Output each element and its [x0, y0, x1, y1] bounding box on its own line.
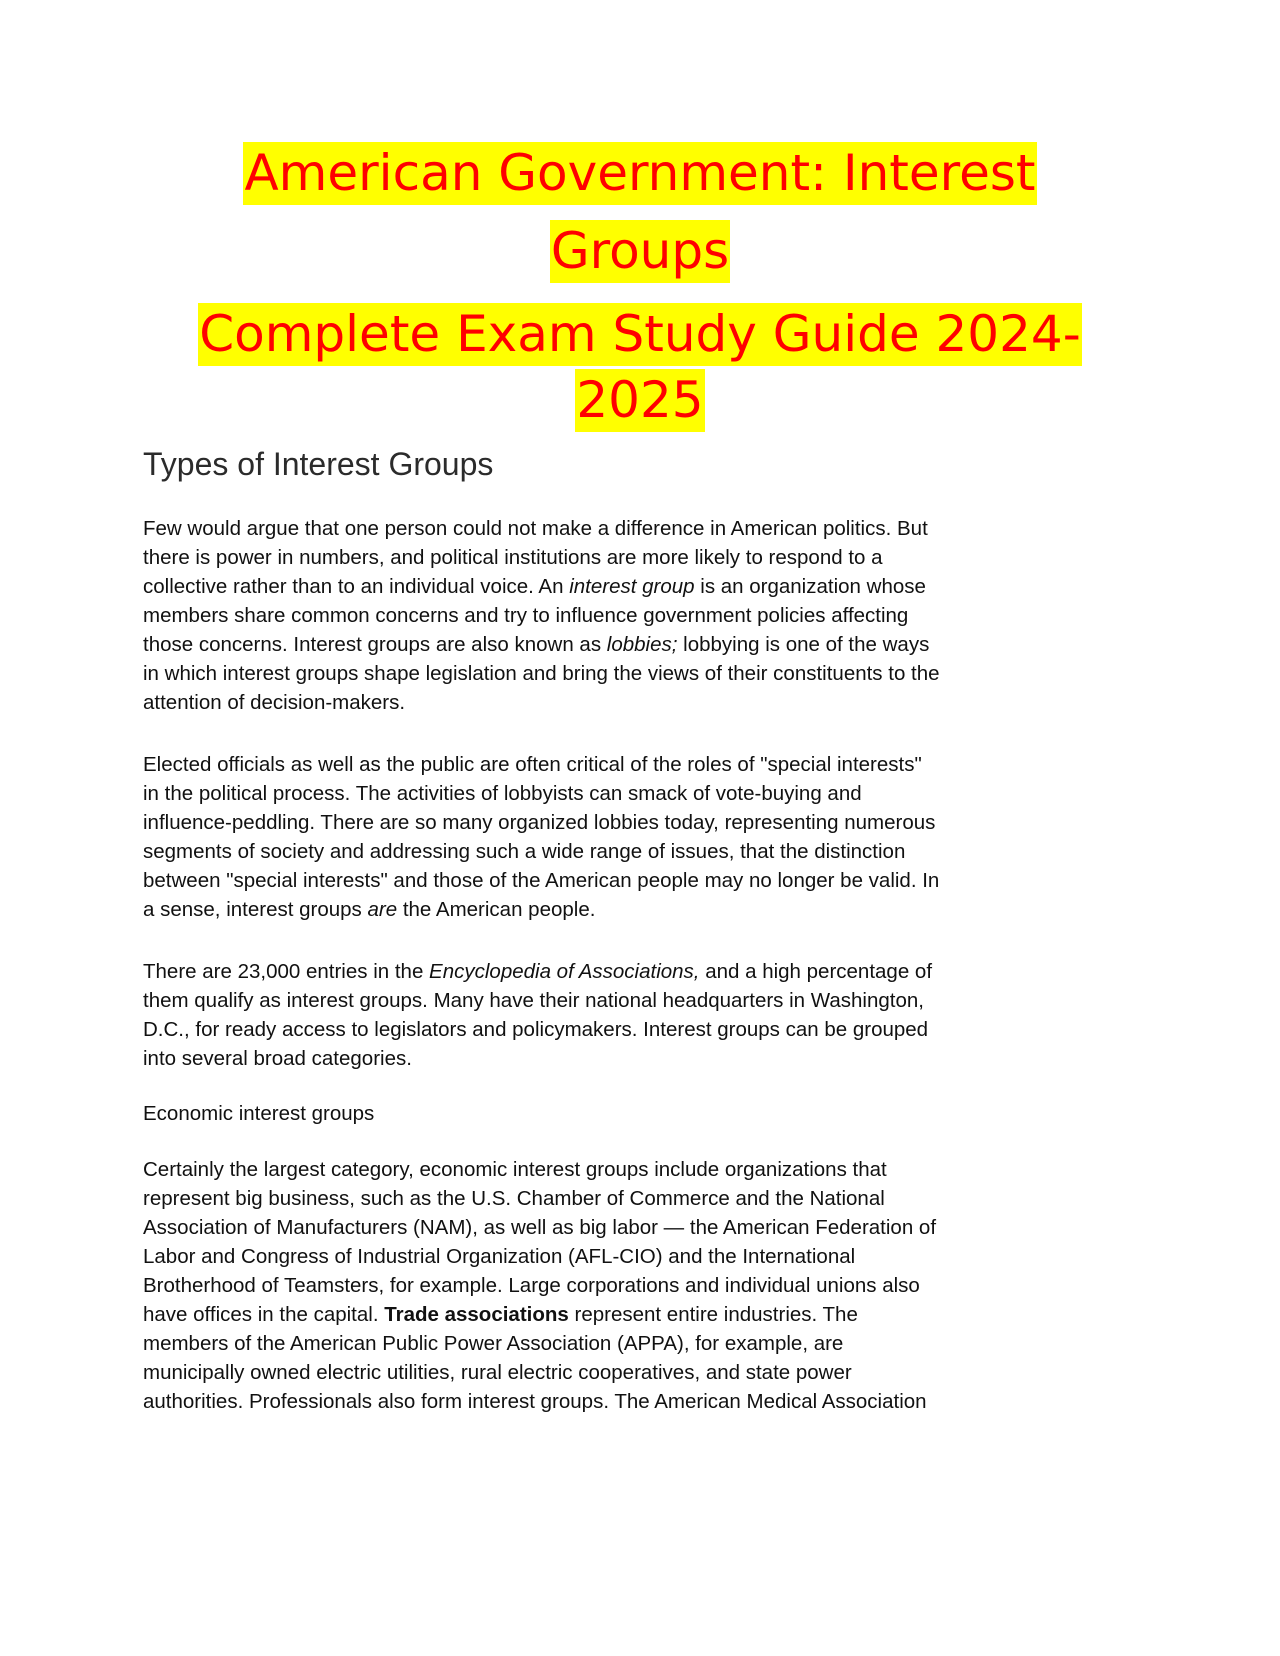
text-run: is an organization whose [694, 575, 926, 598]
text-line: Labor and Congress of Industrial Organization (AFL-CIO) and the International [143, 1245, 856, 1268]
text-run: lobbying is one of the ways [677, 633, 930, 656]
text-run: those concerns. Interest groups are also known as [143, 633, 607, 656]
text-line: authorities. Professionals also form interest groups. The American Medical Association [143, 1390, 927, 1413]
subtitle-highlight: Complete Exam Study Guide 2024- [198, 303, 1082, 366]
text-line: D.C., for ready access to legislators and policymakers. Interest groups can be grouped [143, 1018, 929, 1041]
title-highlight: American Government: Interest [243, 142, 1036, 205]
section-heading: Types of Interest Groups [143, 446, 494, 482]
text-line: segments of society and addressing such a wide range of issues, that the distinction [143, 840, 906, 863]
text-line [143, 1300, 1093, 1329]
document-title-line-2 [0, 220, 1280, 283]
text-run: There are 23,000 entries in the [143, 960, 430, 983]
text-line: Few would argue that one person could not make a difference in American politics. But [143, 517, 928, 540]
text-line: Certainly the largest category, economic interest groups include organizations that [143, 1158, 887, 1181]
document-subtitle-line-1 [0, 303, 1280, 366]
text-run: and a high percentage of [699, 960, 933, 983]
text-line: Elected officials as well as the public are often critical of the roles of "special interests" [143, 753, 922, 776]
text-line: members share common concerns and try to influence government policies affecting [143, 604, 909, 627]
text-line [143, 895, 1093, 924]
text-line: attention of decision-makers. [143, 691, 406, 714]
paragraph-special-interests [143, 750, 1093, 924]
emphasis-term: lobbies; [606, 633, 678, 656]
emphasis-term: are [367, 898, 398, 921]
text-run: have offices in the capital. [143, 1303, 385, 1326]
subtitle-highlight: 2025 [575, 369, 704, 432]
text-run: a sense, interest groups [143, 898, 368, 921]
text-line: in which interest groups shape legislation and bring the views of their constituents to the [143, 662, 940, 685]
text-line: members of the American Public Power Association (APPA), for example, are [143, 1332, 844, 1355]
text-line: influence-peddling. There are so many organized lobbies today, representing numerous [143, 811, 936, 834]
text-line: Association of Manufacturers (NAM), as well as big labor — the American Federation of [143, 1216, 937, 1239]
text-run: the American people. [397, 898, 596, 921]
subsection-heading: Economic interest groups [143, 1102, 375, 1125]
document-subtitle-line-2 [0, 369, 1280, 432]
paragraph-interest-group-definition [143, 514, 1093, 717]
text-line: Brotherhood of Teamsters, for example. Large corporations and individual unions also [143, 1274, 920, 1297]
document-title-line-1 [0, 142, 1280, 205]
text-run: collective rather than to an individual voice. An [143, 575, 570, 598]
text-line: them qualify as interest groups. Many have their national headquarters in Washington, [143, 989, 924, 1012]
text-run: represent entire industries. The [568, 1303, 858, 1326]
emphasis-term: interest group [569, 575, 695, 598]
paragraph-encyclopedia [143, 957, 1093, 1073]
book-title: Encyclopedia of Associations, [429, 960, 700, 983]
bold-term: Trade associations [384, 1303, 569, 1326]
text-line: into several broad categories. [143, 1047, 412, 1070]
paragraph-economic-groups [143, 1155, 1093, 1416]
text-line: in the political process. The activities of lobbyists can smack of vote-buying and [143, 782, 862, 805]
text-line: there is power in numbers, and political institutions are more likely to respond to a [143, 546, 883, 569]
text-line [143, 572, 1093, 601]
text-line [143, 957, 1093, 986]
text-line: municipally owned electric utilities, rural electric cooperatives, and state power [143, 1361, 852, 1384]
title-highlight: Groups [550, 220, 730, 283]
text-line [143, 630, 1093, 659]
text-line: represent big business, such as the U.S. Chamber of Commerce and the National [143, 1187, 885, 1210]
text-line: between "special interests" and those of the American people may no longer be valid. In [143, 869, 940, 892]
